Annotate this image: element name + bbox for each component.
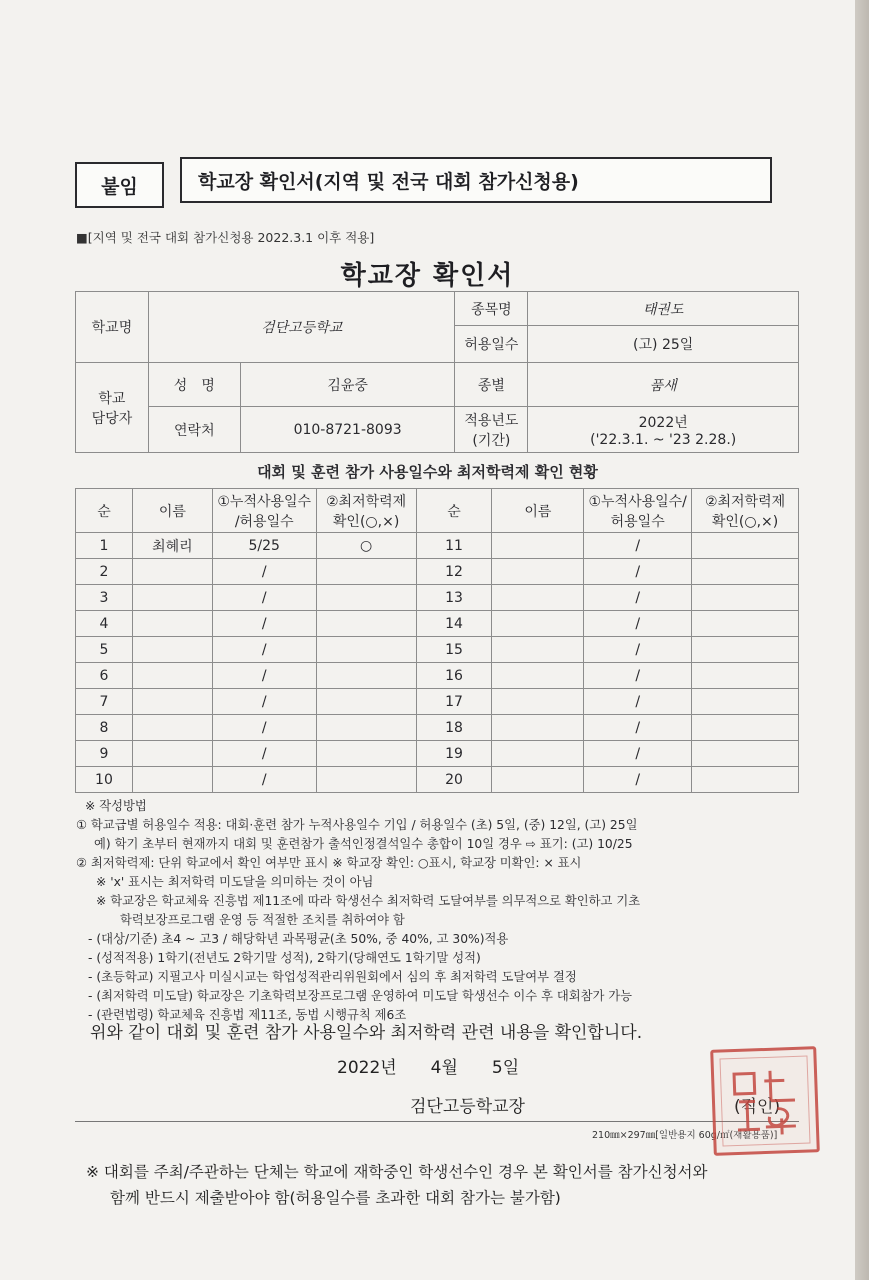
school-label: 학교명 [76,292,149,363]
row-days-cell: / [212,689,316,715]
seal-inner-border [719,1055,810,1146]
confirm-text: 위와 같이 대회 및 훈련 참가 사용일수와 최저학력 관련 내용을 확인합니다. [90,1023,643,1043]
row-check-cell [316,585,416,611]
attach-label-box [75,162,164,208]
table-row [76,533,799,559]
row-name-cell [492,741,584,767]
row-name-cell [492,559,584,585]
col-check-line-1-right: ②최저학력제 [704,493,786,510]
col-days-line-2: /허용일수 [234,513,294,530]
year-label [455,407,528,453]
row-name-cell [492,637,584,663]
note-line-3: ② 최저학력제: 단위 학교에서 확인 여부만 표시 ※ 학교장 확인: ○표시, 학교장 미확인: × 표시 [76,856,582,870]
row-no-cell: 7 [76,689,133,715]
row-check-cell [316,559,416,585]
row-no-cell: 6 [76,663,133,689]
name-label: 성 명 [148,363,240,407]
col-days-line-1: ①누적사용일수 [217,493,312,510]
col-name-header: 이름 [132,489,212,533]
note-line-9: - (초등학교) 지필고사 미실시교는 학업성적관리위원회에서 심의 후 최저학력 도달여부 결정 [88,970,577,984]
col-days-header-right [584,489,692,533]
footer-line-1: ※ 대회를 주최/주관하는 단체는 학교에 재학중인 학생선수인 경우 본 확인서를 참가신청서와 [86,1163,708,1181]
row-no-cell: 10 [76,767,133,793]
page-edge [855,0,869,1280]
divider [75,1121,799,1122]
note-line-6: 학력보장프로그램 운영 등 적절한 조치를 취하여야 함 [120,913,405,927]
event-label: 종목명 [455,292,528,326]
row-days-cell: / [212,741,316,767]
row-no-cell: 14 [416,611,492,637]
col-check-header-right [692,489,799,533]
row-no-cell: 12 [416,559,492,585]
row-days-cell: / [584,585,692,611]
year-label-1: 적용년도 [464,412,519,429]
row-days-cell: / [584,741,692,767]
row-days-cell: / [584,533,692,559]
heading: 학교장 확인서(지역 및 전국 대회 참가신청용) [198,170,579,193]
col-no-header-right: 순 [416,489,492,533]
row-check-cell [692,637,799,663]
row-check-cell [316,611,416,637]
row-days-cell: / [212,767,316,793]
page-title: 학교장 확인서 [340,261,515,291]
contact-value: 010-8721-8093 [240,407,455,453]
row-name-cell [492,585,584,611]
row-days-cell: / [584,559,692,585]
row-check-cell [692,715,799,741]
manager-label-2: 담당자 [91,410,133,427]
year-value [528,407,799,453]
note-line-5: ※ 학교장은 학교체육 진흥법 제11조에 따라 학생선수 최저학력 도달여부를 의무적으로 확인하고 기초 [96,894,641,908]
row-no-cell: 11 [416,533,492,559]
row-name-cell [132,585,212,611]
footer-line-2: 함께 반드시 제출받아야 함(허용일수를 초과한 대회 참가는 불가함) [110,1189,561,1207]
year-value-1: 2022년 [638,414,688,431]
usage-table [75,488,799,793]
row-days-cell: / [212,585,316,611]
row-no-cell: 17 [416,689,492,715]
name-value: 김윤중 [240,363,455,407]
note-line-2: 예) 학기 초부터 현재까지 대회 및 훈련참가 출석인정결석일수 총합이 10일 경우 ⇨ 표기: (고) 10/25 [94,837,633,851]
paper-spec: 210㎜×297㎜[일반용지 60g/㎡(재활용품)] [592,1130,778,1141]
row-check-cell [692,559,799,585]
event-value: 태권도 [528,292,799,326]
row-days-cell: / [212,611,316,637]
row-no-cell: 15 [416,637,492,663]
col-no-header: 순 [76,489,133,533]
row-name-cell: 최혜리 [132,533,212,559]
allowed-days-value: (고) 25일 [528,326,799,363]
col-days-header [212,489,316,533]
row-no-cell: 19 [416,741,492,767]
table-row [76,663,799,689]
note-line-7: - (대상/기준) 초4 ~ 고3 / 해당학년 과목평균(초 50%, 중 40%, 고 30%)적용 [88,932,509,946]
row-no-cell: 5 [76,637,133,663]
row-check-cell [692,767,799,793]
col-check-line-1: ②최저학력제 [326,493,407,510]
row-days-cell: / [584,637,692,663]
row-no-cell: 1 [76,533,133,559]
row-check-cell [692,663,799,689]
row-days-cell: / [584,689,692,715]
year-value-2: ('22.3.1. ~ '23 2.28.) [590,431,737,448]
col-check-header [316,489,416,533]
note-line-11: - (관련법령) 학교체육 진흥법 제11조, 동법 시행규칙 제6조 [88,1008,407,1022]
row-check-cell: ○ [316,533,416,559]
row-check-cell [692,611,799,637]
version-note: ■[지역 및 전국 대회 참가신청용 2022.3.1 이후 적용] [76,230,375,245]
note-line-4: ※ 'x' 표시는 최저학력 미도달을 의미하는 것이 아님 [96,875,374,889]
row-days-cell: / [584,663,692,689]
row-check-cell [692,585,799,611]
category-label: 종별 [455,363,528,407]
table-row [76,585,799,611]
row-days-cell: / [212,715,316,741]
row-name-cell [132,741,212,767]
row-name-cell [132,559,212,585]
category-value: 품새 [528,363,799,407]
row-days-cell: 5/25 [212,533,316,559]
row-check-cell [316,689,416,715]
row-name-cell [132,767,212,793]
note-line-1: ① 학교급별 허용일수 적용: 대회·훈련 참가 누적사용일수 기입 / 허용일수 (초) 5일, (중) 12일, (고) 25일 [76,818,638,832]
row-name-cell [132,663,212,689]
row-days-cell: / [212,637,316,663]
row-name-cell [132,611,212,637]
row-check-cell [692,741,799,767]
row-no-cell: 9 [76,741,133,767]
row-name-cell [492,689,584,715]
note-line-10: - (최저학력 미도달) 학교장은 기초학력보장프로그램 운영하여 미도달 학생선수 이수 후 대회참가 가능 [88,989,633,1003]
school-value: 검단고등학교 [148,292,455,363]
table-row [76,767,799,793]
row-name-cell [492,715,584,741]
table-row [76,559,799,585]
row-no-cell: 2 [76,559,133,585]
row-check-cell [316,741,416,767]
col-check-line-2: 확인(○,×) [332,513,400,530]
row-check-cell [316,637,416,663]
note-line-8: - (성적적용) 1학기(전년도 2학기말 성적), 2학기(당해연도 1학기말 성적) [88,951,481,965]
row-name-cell [132,637,212,663]
table-row [76,715,799,741]
seal-label: (직인) [734,1097,781,1117]
table-caption: 대회 및 훈련 참가 사용일수와 최저학력제 확인 현황 [257,463,598,481]
row-days-cell: / [584,715,692,741]
manager-label [76,363,149,453]
row-name-cell [492,767,584,793]
year-label-2: (기간) [472,432,511,449]
notes-heading: ※ 작성방법 [85,799,147,813]
table-row [76,637,799,663]
confirm-date: 2022년 4월 5일 [337,1058,520,1078]
row-check-cell [692,533,799,559]
row-name-cell [132,715,212,741]
official-seal-stamp [710,1046,820,1156]
row-no-cell: 13 [416,585,492,611]
row-no-cell: 8 [76,715,133,741]
table-row [76,611,799,637]
row-name-cell [492,663,584,689]
row-name-cell [132,689,212,715]
row-name-cell [492,611,584,637]
table-row [76,689,799,715]
allowed-days-label: 허용일수 [455,326,528,363]
row-no-cell: 4 [76,611,133,637]
row-check-cell [316,715,416,741]
col-days-line-1-right: ①누적사용일수/ [588,493,687,510]
col-check-line-2-right: 확인(○,×) [711,513,779,530]
row-days-cell: / [212,559,316,585]
row-days-cell: / [212,663,316,689]
signer-name: 검단고등학교장 [410,1097,525,1117]
row-no-cell: 20 [416,767,492,793]
row-days-cell: / [584,611,692,637]
row-no-cell: 16 [416,663,492,689]
heading-box [180,157,772,203]
col-name-header-right: 이름 [492,489,584,533]
row-check-cell [316,663,416,689]
row-no-cell: 18 [416,715,492,741]
row-days-cell: / [584,767,692,793]
row-check-cell [692,689,799,715]
manager-label-1: 학교 [98,390,126,407]
row-check-cell [316,767,416,793]
col-days-line-2-right: 허용일수 [610,513,665,530]
table-row [76,741,799,767]
contact-label: 연락처 [148,407,240,453]
attach-label: 붙임 [101,175,138,198]
info-table [75,291,799,453]
row-no-cell: 3 [76,585,133,611]
row-name-cell [492,533,584,559]
